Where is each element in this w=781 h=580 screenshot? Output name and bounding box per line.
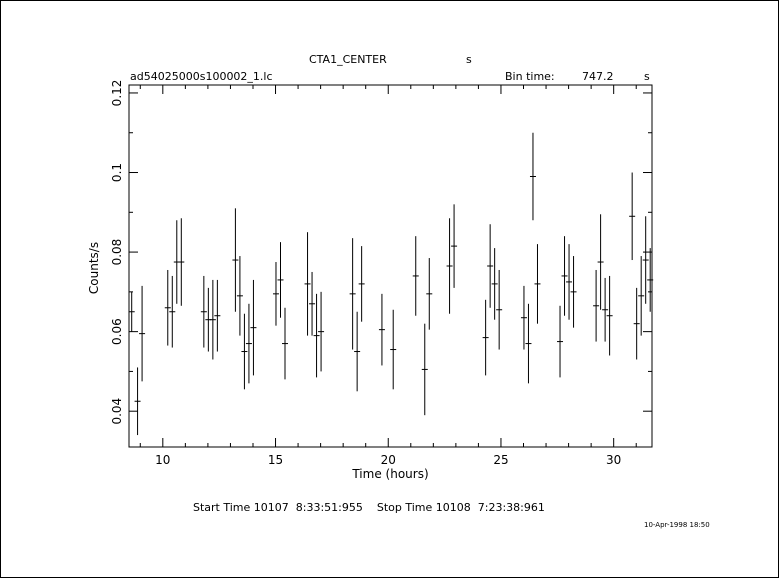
data-point [129,292,135,332]
bin-time-value: 747.2 [582,70,614,83]
data-point [354,312,360,392]
data-point [487,224,493,308]
data-point [379,294,385,366]
data-point [521,286,527,350]
data-point [250,280,256,375]
y-tick-label: 0.08 [110,238,124,266]
data-point [214,280,220,352]
data-point [318,292,324,372]
x-axis-label: Time (hours) [352,467,429,481]
data-point [165,270,171,346]
y-tick-label: 0.04 [110,397,124,425]
data-point [534,244,540,324]
y-tick-label: 0.12 [110,79,124,107]
data-point [426,258,432,330]
data-point [178,218,184,306]
object-title: CTA1_CENTER [309,53,387,66]
y-tick-label: 0.1 [110,162,124,183]
data-point [350,238,356,349]
data-point [562,236,568,316]
data-point [530,133,536,221]
bin-time-unit: s [644,70,650,83]
y-tick-label: 0.06 [110,318,124,345]
data-point [246,304,252,384]
data-point [309,272,315,336]
data-point [629,173,635,261]
data-point [447,218,453,313]
data-point [593,270,599,342]
data-point [201,276,207,348]
data-point [210,280,216,360]
data-point [139,286,145,381]
data-point [557,306,563,378]
data-point [566,244,572,320]
time-range-label: Start Time 10107 8:33:51:955 Stop Time 10108 7:23:38:961 [193,501,545,514]
data-point [169,276,175,348]
data-point [607,276,613,356]
data-point [273,262,279,326]
data-point [525,304,531,384]
data-point [135,367,141,435]
filename-label: ad54025000s100002_1.lc [130,70,273,83]
data-point [492,248,498,320]
data-point [598,214,604,309]
x-tick-label: 30 [606,453,622,467]
bin-time-label: Bin time: [505,70,555,83]
y-axis-label: Counts/s [87,241,101,295]
data-point [602,278,608,342]
data-point [571,256,577,328]
data-point [277,242,283,318]
data-point [241,314,247,390]
data-point [413,236,419,316]
x-tick-label: 20 [380,453,396,467]
data-point [305,232,311,335]
data-point [282,308,288,380]
x-tick-label: 15 [267,453,284,467]
data-point [451,204,457,288]
data-point [634,288,640,360]
data-point [237,256,243,336]
data-point [496,270,502,350]
data-point [483,300,489,376]
x-tick-label: 10 [155,453,171,467]
data-point [643,216,649,304]
data-point [422,324,428,415]
object-suffix: s [466,53,472,66]
data-point [390,310,396,390]
data-point [359,246,365,322]
x-tick-label: 25 [493,453,509,467]
timestamp-label: 10-Apr-1998 18:50 [644,521,710,529]
data-point [314,294,320,378]
